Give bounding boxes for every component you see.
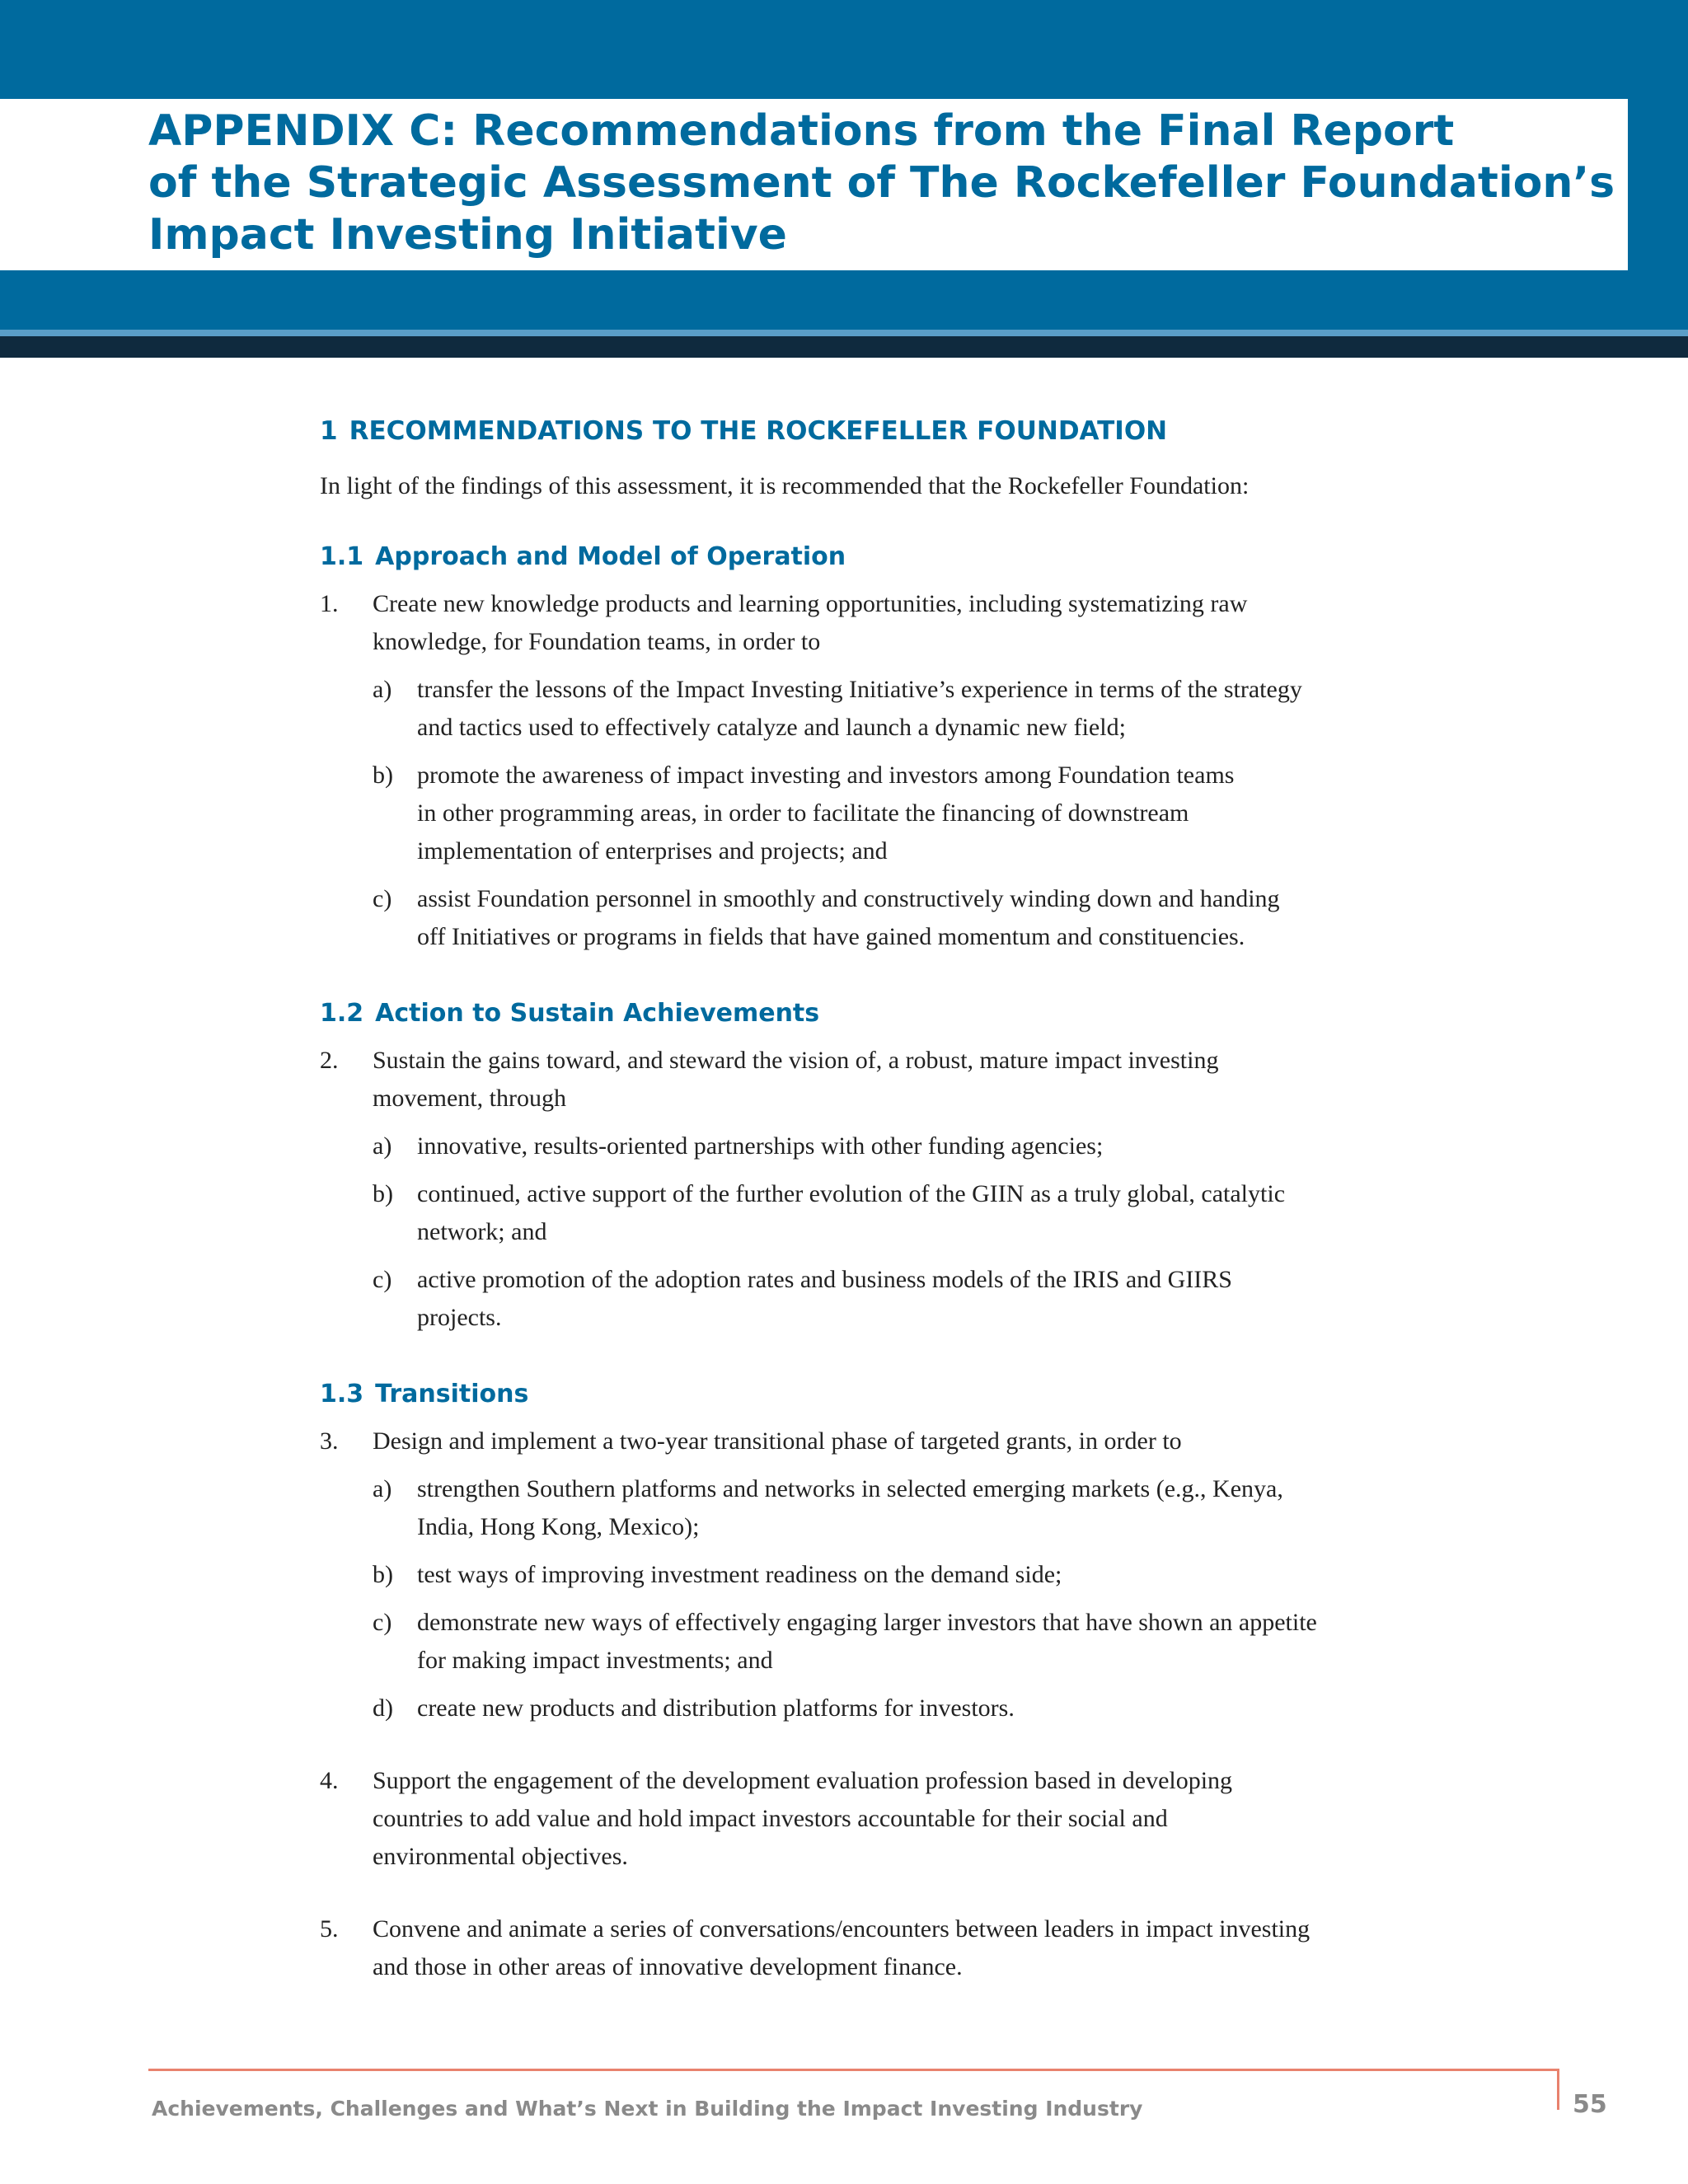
section-title: RECOMMENDATIONS TO THE ROCKEFELLER FOUNDATION xyxy=(349,416,1168,446)
subsection-number: 1.1 xyxy=(320,542,364,571)
text-line: for making impact investments; and xyxy=(417,1647,773,1674)
sub-item xyxy=(320,671,1391,747)
text-line: and those in other areas of innovative development finance. xyxy=(373,1953,963,1980)
title-line: Impact Investing Initiative xyxy=(148,210,787,260)
list-marker: 4. xyxy=(320,1767,339,1794)
footer-rule xyxy=(148,2069,1559,2071)
sub-item xyxy=(320,1175,1391,1251)
text-line: transfer the lessons of the Impact Investing Initiative’s experience in terms of the strategy xyxy=(417,676,1302,703)
text-line: Design and implement a two-year transitional phase of targeted grants, in order to xyxy=(373,1427,1182,1455)
sub-item xyxy=(320,880,1391,956)
subsection-title: Approach and Model of Operation xyxy=(375,542,846,571)
text-line: India, Hong Kong, Mexico); xyxy=(417,1513,700,1540)
header-rule-light xyxy=(0,330,1688,336)
text-line: active promotion of the adoption rates and business models of the IRIS and GIIRS xyxy=(417,1266,1232,1293)
text-line: strengthen Southern platforms and networks in selected emerging markets (e.g., Kenya, xyxy=(417,1475,1283,1502)
sub-marker: a) xyxy=(373,1132,392,1160)
subsection-heading xyxy=(320,997,1391,1030)
sub-marker: a) xyxy=(373,676,392,703)
title-line: APPENDIX C: Recommendations from the Final Report xyxy=(148,106,1455,156)
section-number: 1 xyxy=(320,416,338,446)
subsection-title: Transitions xyxy=(375,1380,529,1408)
list-item xyxy=(320,585,1391,661)
text-line: projects. xyxy=(417,1304,502,1331)
list-marker: 2. xyxy=(320,1047,339,1074)
text-line: continued, active support of the further evolution of the GIIN as a truly global, catalytic xyxy=(417,1180,1286,1207)
page-number: 55 xyxy=(1573,2090,1607,2119)
sub-marker: c) xyxy=(373,1609,392,1636)
sub-item xyxy=(320,757,1391,870)
sub-item xyxy=(320,1127,1391,1165)
subsection-title: Action to Sustain Achievements xyxy=(375,999,820,1028)
list-marker: 5. xyxy=(320,1915,339,1943)
list-item xyxy=(320,1910,1391,1986)
intro-paragraph: In light of the findings of this assessment, it is recommended that the Rockefeller Foundation: xyxy=(320,472,1250,499)
text-line: and tactics used to effectively catalyze and launch a dynamic new field; xyxy=(417,714,1126,741)
subsection-number: 1.2 xyxy=(320,999,364,1028)
section-heading xyxy=(320,412,1391,450)
sub-marker: c) xyxy=(373,1266,392,1293)
text-line: in other programming areas, in order to facilitate the financing of downstream xyxy=(417,799,1189,827)
running-footer: Achievements, Challenges and What’s Next in Building the Impact Investing Industry xyxy=(152,2097,1143,2121)
subsection-number: 1.3 xyxy=(320,1380,364,1408)
text-line: innovative, results-oriented partnerships with other funding agencies; xyxy=(417,1132,1104,1160)
sub-marker: b) xyxy=(373,1180,393,1207)
text-line: Sustain the gains toward, and steward the vision of, a robust, mature impact investing xyxy=(373,1047,1219,1074)
page-title xyxy=(148,105,1632,261)
text-line: countries to add value and hold impact investors accountable for their social and xyxy=(373,1805,1168,1832)
text-line: demonstrate new ways of effectively engaging larger investors that have shown an appetite xyxy=(417,1609,1317,1636)
document-body xyxy=(320,412,1391,1996)
list-marker: 1. xyxy=(320,590,339,617)
sub-item xyxy=(320,1261,1391,1337)
sub-marker: d) xyxy=(373,1694,393,1722)
list-marker: 3. xyxy=(320,1427,339,1455)
text-line: Support the engagement of the development evaluation profession based in developing xyxy=(373,1767,1233,1794)
text-line: create new products and distribution platforms for investors. xyxy=(417,1694,1015,1722)
text-line: promote the awareness of impact investing and investors among Foundation teams xyxy=(417,762,1235,789)
spacer xyxy=(320,1347,1391,1378)
text-line: movement, through xyxy=(373,1085,566,1112)
text-line: implementation of enterprises and projects; and xyxy=(417,837,888,865)
sub-item xyxy=(320,1470,1391,1546)
text-line: off Initiatives or programs in fields that have gained momentum and constituencies. xyxy=(417,923,1245,950)
spacer xyxy=(320,1737,1391,1762)
text-line: environmental objectives. xyxy=(373,1843,628,1870)
list-item xyxy=(320,1422,1391,1460)
text-line: test ways of improving investment readiness on the demand side; xyxy=(417,1561,1062,1588)
footer-rule-tick xyxy=(1557,2069,1559,2110)
sub-marker: a) xyxy=(373,1475,392,1502)
spacer xyxy=(320,1886,1391,1910)
spacer xyxy=(320,966,1391,997)
subsection-heading xyxy=(320,541,1391,574)
text-line: Convene and animate a series of conversations/encounters between leaders in impact investing xyxy=(373,1915,1311,1943)
subsection-heading xyxy=(320,1378,1391,1411)
list-item xyxy=(320,1042,1391,1118)
sub-marker: b) xyxy=(373,762,393,789)
sub-item xyxy=(320,1604,1391,1680)
text-line: knowledge, for Foundation teams, in order to xyxy=(373,628,821,655)
sub-marker: c) xyxy=(373,885,392,912)
header-rule-dark xyxy=(0,336,1688,358)
sub-item xyxy=(320,1556,1391,1594)
text-line: assist Foundation personnel in smoothly and constructively winding down and handing xyxy=(417,885,1280,912)
list-item xyxy=(320,1762,1391,1876)
text-line: network; and xyxy=(417,1218,547,1245)
title-line: of the Strategic Assessment of The Rockefeller Foundation’s xyxy=(148,158,1615,208)
text-line: Create new knowledge products and learning opportunities, including systematizing raw xyxy=(373,590,1248,617)
sub-marker: b) xyxy=(373,1561,393,1588)
sub-item xyxy=(320,1690,1391,1727)
